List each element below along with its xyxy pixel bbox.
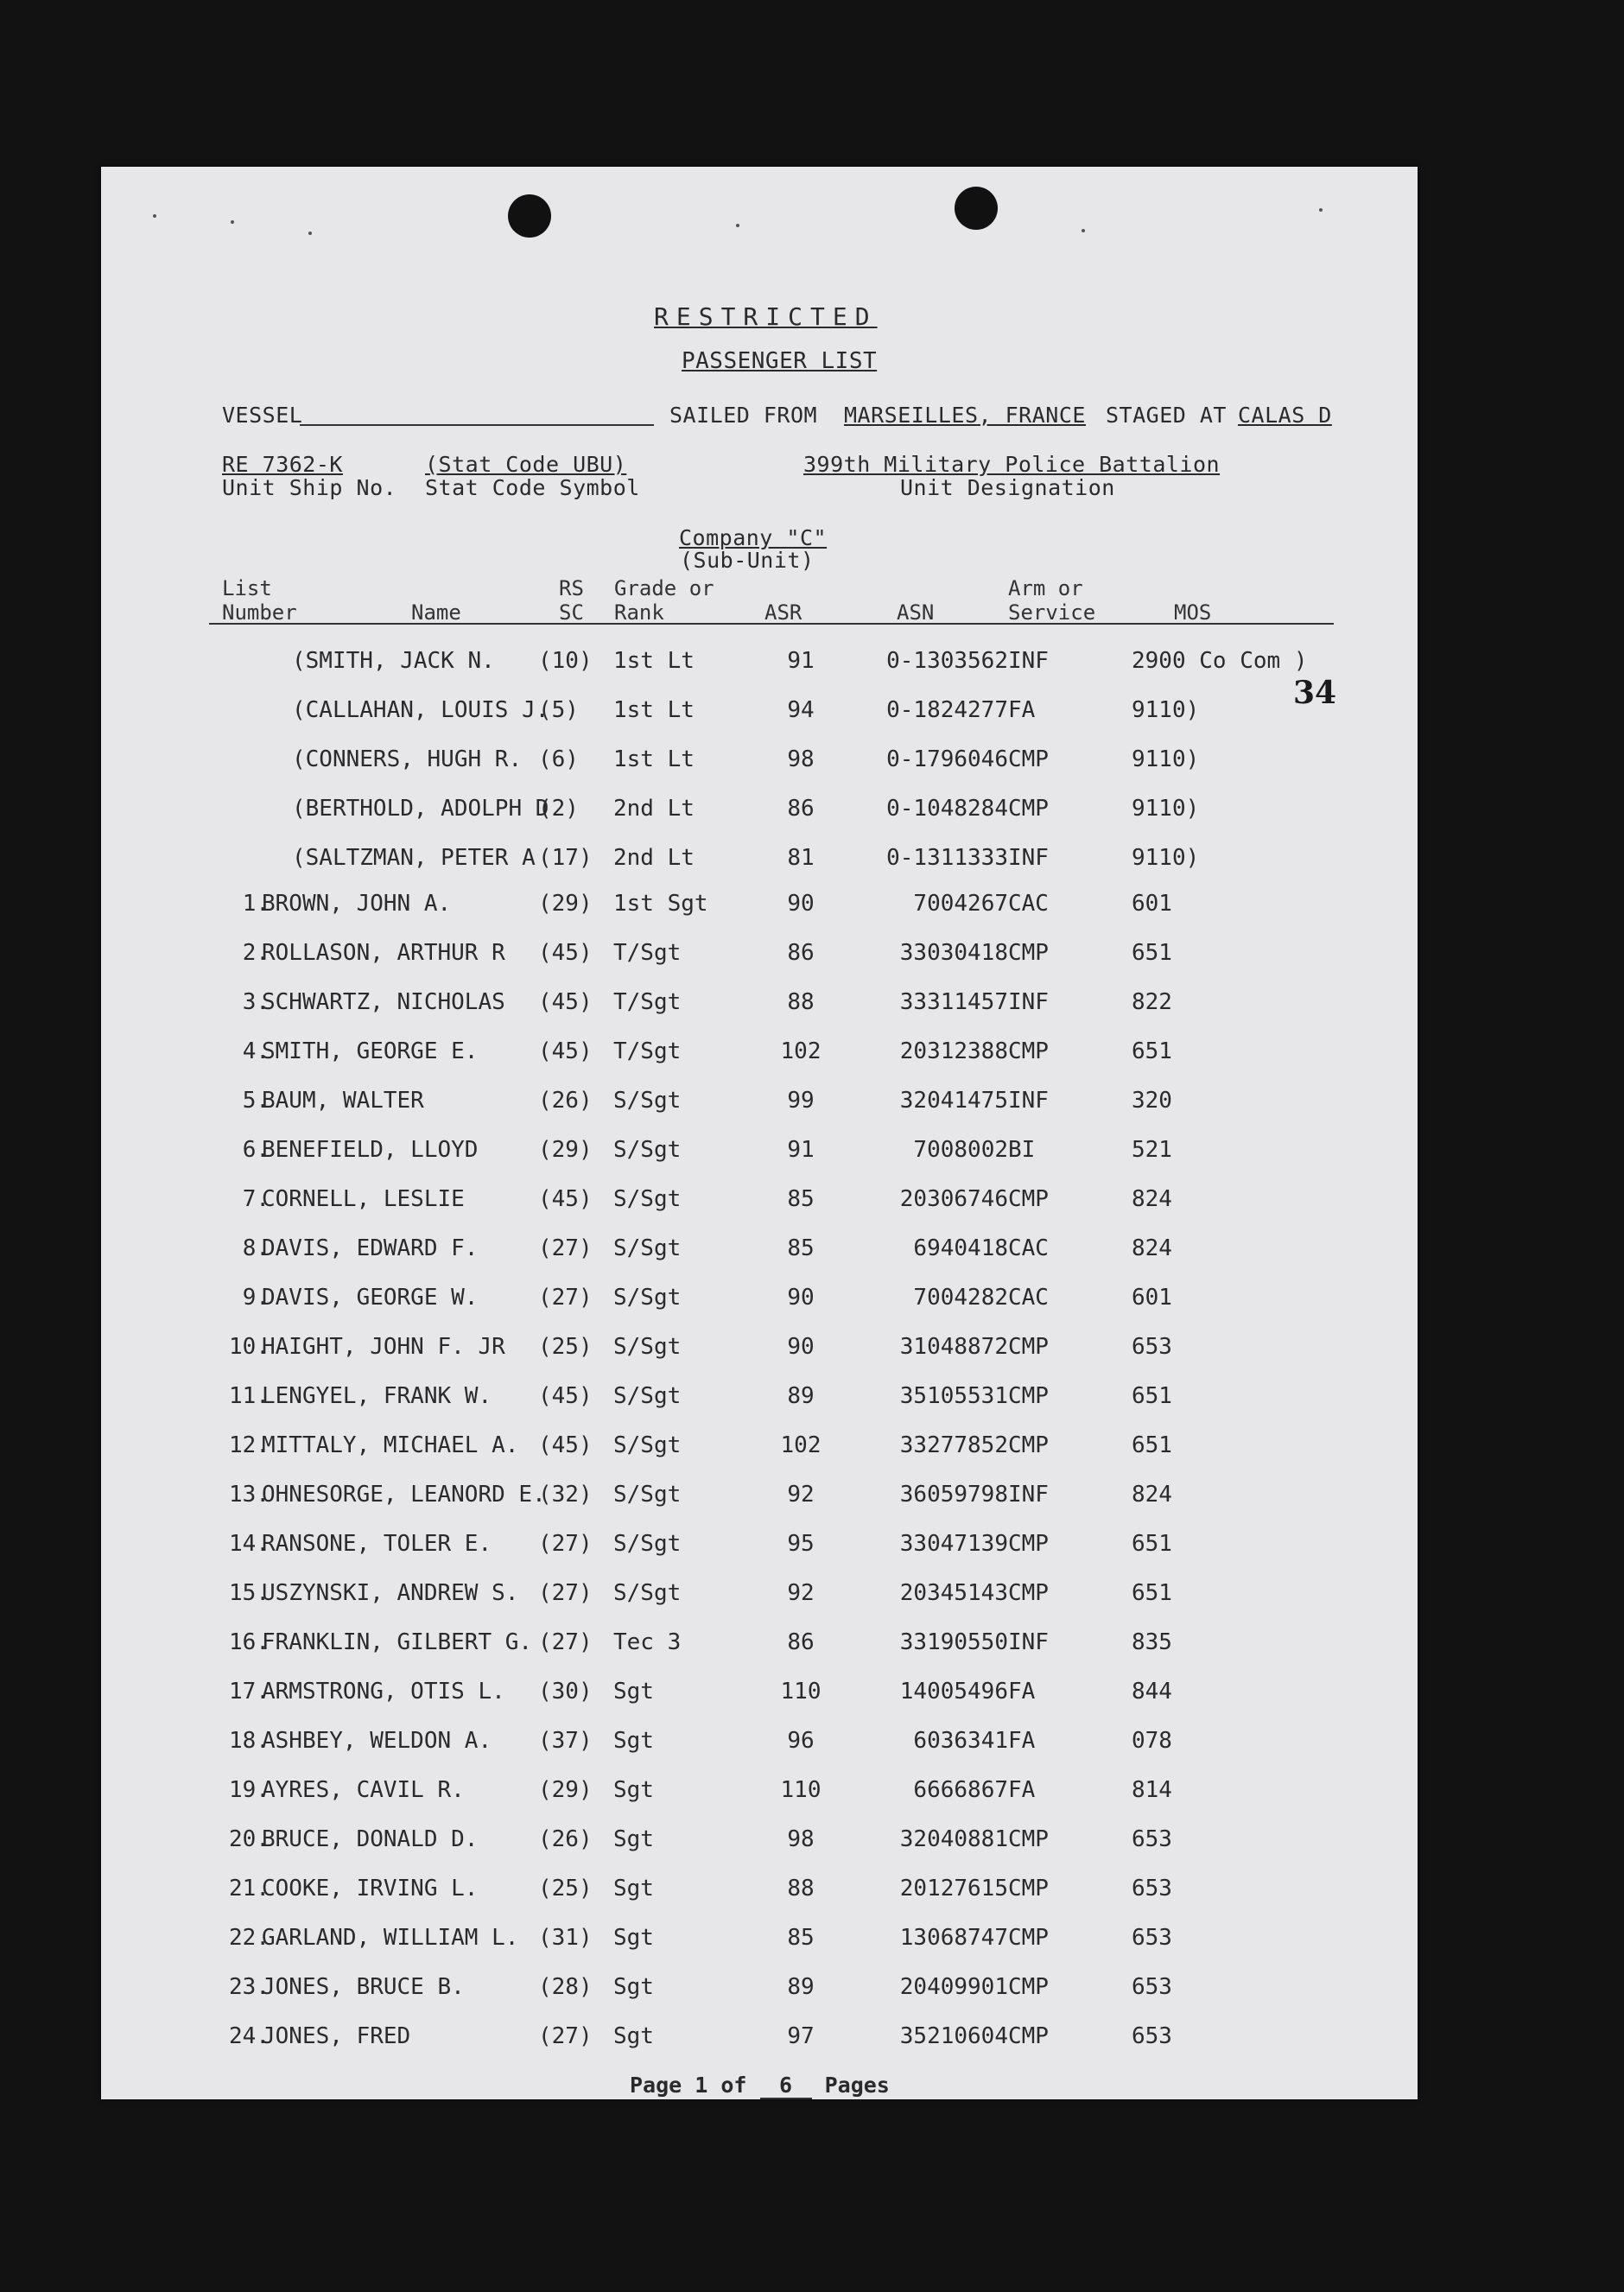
arm-service: INF	[1008, 1629, 1049, 1655]
col-asr: ASR	[764, 600, 802, 625]
staged-at-value: CALAS D	[1238, 403, 1332, 428]
header-rule	[209, 623, 1334, 625]
soldier-name: BAUM, WALTER	[262, 1088, 424, 1114]
arm-service: CMP	[1008, 1826, 1049, 1852]
rs-sc: (28)	[538, 1974, 593, 2000]
table-row	[101, 1038, 1418, 1073]
table-row	[101, 1925, 1418, 1959]
arm-service: CMP	[1008, 1580, 1049, 1606]
col-mos: MOS	[1174, 600, 1212, 625]
soldier-name: BRUCE, DONALD D.	[262, 1826, 479, 1852]
table-row	[101, 1186, 1418, 1221]
table-row	[101, 891, 1418, 925]
page-title: PASSENGER LIST	[682, 348, 878, 374]
asr: 90	[787, 1334, 815, 1360]
list-number: 4.	[242, 1038, 270, 1064]
officer-name: (SALTZMAN, PETER A	[292, 845, 536, 871]
mos: 601	[1132, 891, 1172, 917]
col-grade: Grade or Rank	[614, 576, 714, 625]
asn: 33047139	[899, 1531, 1008, 1557]
list-number: 9.	[242, 1285, 270, 1311]
grade: Sgt	[613, 1826, 654, 1852]
soldier-name: MITTALY, MICHAEL A.	[262, 1432, 519, 1458]
soldier-name: DAVIS, GEORGE W.	[262, 1285, 479, 1311]
arm-service: CMP	[1008, 1876, 1049, 1902]
rs-sc: (27)	[538, 2023, 593, 2049]
asn: 20306746	[899, 1186, 1008, 1212]
mos: 824	[1132, 1482, 1172, 1508]
asn: 14005496	[899, 1679, 1008, 1705]
list-number: 22.	[229, 1925, 270, 1951]
asr: 85	[787, 1186, 815, 1212]
table-row	[101, 2023, 1418, 2058]
list-number: 13.	[229, 1482, 270, 1508]
mos: 653	[1132, 1876, 1172, 1902]
unit-ship-no-label: Unit Ship No.	[222, 475, 397, 500]
asr: 88	[787, 989, 815, 1015]
list-number: 18.	[229, 1728, 270, 1754]
asn: 35105531	[899, 1383, 1008, 1409]
asr: 102	[780, 1432, 822, 1458]
arm-service: CMP	[1008, 1531, 1049, 1557]
table-row	[101, 1629, 1418, 1664]
rs-sc: (45)	[538, 1432, 593, 1458]
mos: 651	[1132, 940, 1172, 966]
officer-row	[101, 648, 1418, 683]
col-rs-sc: RS SC	[559, 576, 584, 625]
asn: 6940418	[913, 1235, 1008, 1261]
stat-code-value: (Stat Code UBU)	[425, 452, 627, 477]
arm-service: CMP	[1008, 1925, 1049, 1951]
grade: S/Sgt	[613, 1383, 682, 1409]
rs-sc: (25)	[538, 1334, 593, 1360]
arm-service: CMP	[1008, 1974, 1049, 2000]
arm-service: CMP	[1008, 2023, 1049, 2049]
soldier-name: GARLAND, WILLIAM L.	[262, 1925, 519, 1951]
arm-service: INF	[1008, 1482, 1049, 1508]
soldier-name: ARMSTRONG, OTIS L.	[262, 1679, 505, 1705]
mos: 822	[1132, 989, 1172, 1015]
asn: 20127615	[899, 1876, 1008, 1902]
asn: 0-1048284	[886, 796, 1008, 822]
mos: 653	[1132, 2023, 1172, 2049]
list-number: 11.	[229, 1383, 270, 1409]
officer-name: (CALLAHAN, LOUIS J.	[292, 697, 549, 723]
rs-sc: (45)	[538, 1383, 593, 1409]
table-row	[101, 1137, 1418, 1171]
speck	[308, 232, 312, 235]
grade: Sgt	[613, 2023, 654, 2049]
table-row	[101, 1088, 1418, 1122]
grade: S/Sgt	[613, 1580, 682, 1606]
soldier-name: FRANKLIN, GILBERT G.	[262, 1629, 533, 1655]
list-number: 24.	[229, 2023, 270, 2049]
grade: S/Sgt	[613, 1285, 682, 1311]
arm-service: INF	[1008, 989, 1049, 1015]
list-number: 3.	[242, 989, 270, 1015]
soldier-name: BENEFIELD, LLOYD	[262, 1137, 479, 1163]
unit-ship-no-value: RE 7362-K	[222, 452, 343, 477]
sub-unit-value: Company "C"	[679, 525, 828, 550]
mos: 078	[1132, 1728, 1172, 1754]
rs-sc: (27)	[538, 1235, 593, 1261]
sub-unit-label: (Sub-Unit)	[680, 548, 815, 573]
mos: 651	[1132, 1432, 1172, 1458]
soldier-name: USZYNSKI, ANDREW S.	[262, 1580, 519, 1606]
sailed-from-label: SAILED FROM	[669, 403, 818, 428]
soldier-name: SCHWARTZ, NICHOLAS	[262, 989, 505, 1015]
rs-sc: (10)	[538, 648, 593, 674]
soldier-name: JONES, FRED	[262, 2023, 411, 2049]
list-number: 1.	[242, 891, 270, 917]
list-number: 12.	[229, 1432, 270, 1458]
list-number: 19.	[229, 1777, 270, 1803]
rs-sc: (37)	[538, 1728, 593, 1754]
rs-sc: (2)	[538, 796, 579, 822]
asn: 32040881	[899, 1826, 1008, 1852]
asr: 91	[787, 1137, 815, 1163]
grade: Sgt	[613, 1925, 654, 1951]
grade: S/Sgt	[613, 1432, 682, 1458]
rs-sc: (27)	[538, 1531, 593, 1557]
mos: 521	[1132, 1137, 1172, 1163]
asn: 33311457	[899, 989, 1008, 1015]
soldier-name: BROWN, JOHN A.	[262, 891, 452, 917]
asr: 102	[780, 1038, 822, 1064]
speck	[1319, 208, 1323, 212]
soldier-name: CORNELL, LESLIE	[262, 1186, 465, 1212]
asr: 110	[780, 1777, 822, 1803]
mos: 2900 Co Com )	[1132, 648, 1308, 674]
table-row	[101, 1285, 1418, 1319]
officer-row	[101, 697, 1418, 732]
speck	[1082, 229, 1085, 232]
col-asn: ASN	[897, 600, 935, 625]
rs-sc: (29)	[538, 1777, 593, 1803]
grade: Sgt	[613, 1777, 654, 1803]
grade: 1st Lt	[613, 697, 695, 723]
mos: 9110)	[1132, 845, 1200, 871]
list-number: 14.	[229, 1531, 270, 1557]
officer-row	[101, 746, 1418, 781]
rs-sc: (29)	[538, 891, 593, 917]
table-row	[101, 940, 1418, 975]
table-row	[101, 989, 1418, 1024]
grade: Sgt	[613, 1679, 654, 1705]
arm-service: CAC	[1008, 1235, 1049, 1261]
soldier-name: ASHBEY, WELDON A.	[262, 1728, 492, 1754]
grade: Sgt	[613, 1728, 654, 1754]
asn: 31048872	[899, 1334, 1008, 1360]
asr: 99	[787, 1088, 815, 1114]
asr: 91	[787, 648, 815, 674]
rs-sc: (45)	[538, 1186, 593, 1212]
officer-name: (CONNERS, HUGH R.	[292, 746, 523, 772]
asr: 94	[787, 697, 815, 723]
staged-at-label: STAGED AT	[1106, 403, 1227, 428]
list-number: 17.	[229, 1679, 270, 1705]
asr: 85	[787, 1235, 815, 1261]
mos: 651	[1132, 1383, 1172, 1409]
table-row	[101, 1383, 1418, 1418]
asn: 0-1796046	[886, 746, 1008, 772]
officer-name: (SMITH, JACK N.	[292, 648, 495, 674]
rs-sc: (31)	[538, 1925, 593, 1951]
table-row	[101, 1728, 1418, 1762]
arm-service: CMP	[1008, 1383, 1049, 1409]
unit-designation-value: 399th Military Police Battalion	[803, 452, 1221, 477]
asn: 0-1824277	[886, 697, 1008, 723]
soldier-name: HAIGHT, JOHN F. JR	[262, 1334, 505, 1360]
asr: 98	[787, 1826, 815, 1852]
col-name: Name	[411, 600, 461, 625]
soldier-name: JONES, BRUCE B.	[262, 1974, 465, 2000]
asr: 86	[787, 940, 815, 966]
soldier-name: RANSONE, TOLER E.	[262, 1531, 492, 1557]
table-row	[101, 1826, 1418, 1861]
asn: 0-1311333	[886, 845, 1008, 871]
asn: 20345143	[899, 1580, 1008, 1606]
asn: 20312388	[899, 1038, 1008, 1064]
asn: 33190550	[899, 1629, 1008, 1655]
officer-name: (BERTHOLD, ADOLPH D	[292, 796, 549, 822]
asr: 88	[787, 1876, 815, 1902]
grade: S/Sgt	[613, 1137, 682, 1163]
list-number: 21.	[229, 1876, 270, 1902]
list-number: 5.	[242, 1088, 270, 1114]
soldier-name: LENGYEL, FRANK W.	[262, 1383, 492, 1409]
rs-sc: (27)	[538, 1285, 593, 1311]
list-number: 23.	[229, 1974, 270, 2000]
mos: 601	[1132, 1285, 1172, 1311]
list-number: 2.	[242, 940, 270, 966]
col-list-number: List Number	[222, 576, 297, 625]
soldier-name: ROLLASON, ARTHUR R	[262, 940, 505, 966]
grade: T/Sgt	[613, 989, 682, 1015]
vessel-blank	[300, 424, 654, 426]
page-total: 6	[760, 2073, 812, 2099]
rs-sc: (25)	[538, 1876, 593, 1902]
vessel-label: VESSEL	[222, 403, 303, 428]
list-number: 8.	[242, 1235, 270, 1261]
document-page	[101, 167, 1418, 2099]
asn: 7004267	[913, 891, 1008, 917]
mos: 814	[1132, 1777, 1172, 1803]
asn: 33030418	[899, 940, 1008, 966]
rs-sc: (26)	[538, 1088, 593, 1114]
arm-service: CAC	[1008, 1285, 1049, 1311]
soldier-name: SMITH, GEORGE E.	[262, 1038, 479, 1064]
soldier-name: OHNESORGE, LEANORD E.	[262, 1482, 546, 1508]
mos: 9110)	[1132, 746, 1200, 772]
arm-service: CMP	[1008, 1334, 1049, 1360]
mos: 651	[1132, 1038, 1172, 1064]
asr: 90	[787, 1285, 815, 1311]
rs-sc: (30)	[538, 1679, 593, 1705]
rs-sc: (32)	[538, 1482, 593, 1508]
unit-designation-label: Unit Designation	[900, 475, 1115, 500]
asn: 13068747	[899, 1925, 1008, 1951]
rs-sc: (5)	[538, 697, 579, 723]
rs-sc: (6)	[538, 746, 579, 772]
grade: T/Sgt	[613, 940, 682, 966]
officer-row	[101, 796, 1418, 830]
grade: T/Sgt	[613, 1038, 682, 1064]
table-row	[101, 1580, 1418, 1615]
arm-service: CMP	[1008, 1186, 1049, 1212]
asr: 98	[787, 746, 815, 772]
speck	[736, 224, 739, 227]
asn: 6666867	[913, 1777, 1008, 1803]
grade: S/Sgt	[613, 1235, 682, 1261]
rs-sc: (29)	[538, 1137, 593, 1163]
rs-sc: (45)	[538, 1038, 593, 1064]
rs-sc: (45)	[538, 989, 593, 1015]
arm-service: INF	[1008, 648, 1049, 674]
arm-service: FA	[1008, 1777, 1036, 1803]
sailed-from-value: MARSEILLES, FRANCE	[844, 403, 1086, 428]
soldier-name: COOKE, IRVING L.	[262, 1876, 479, 1902]
classification-heading: RESTRICTED	[654, 302, 878, 331]
stat-code-label: Stat Code Symbol	[425, 475, 640, 500]
mos: 653	[1132, 1925, 1172, 1951]
asr: 110	[780, 1679, 822, 1705]
asn: 32041475	[899, 1088, 1008, 1114]
arm-service: FA	[1008, 697, 1036, 723]
mos: 653	[1132, 1826, 1172, 1852]
asn: 7004282	[913, 1285, 1008, 1311]
punch-hole	[508, 194, 551, 238]
officer-row	[101, 845, 1418, 879]
asr: 86	[787, 796, 815, 822]
speck	[153, 214, 156, 218]
list-number: 20.	[229, 1826, 270, 1852]
col-arm-service: Arm or Service	[1008, 576, 1096, 625]
grade: 1st Sgt	[613, 891, 708, 917]
asn: 0-1303562	[886, 648, 1008, 674]
arm-service: CMP	[1008, 796, 1049, 822]
table-row	[101, 1531, 1418, 1565]
asr: 85	[787, 1925, 815, 1951]
list-number: 10.	[229, 1334, 270, 1360]
mos: 651	[1132, 1531, 1172, 1557]
grade: 2nd Lt	[613, 845, 695, 871]
asn: 20409901	[899, 1974, 1008, 2000]
table-row	[101, 1876, 1418, 1910]
list-number: 6.	[242, 1137, 270, 1163]
grade: 2nd Lt	[613, 796, 695, 822]
list-number: 7.	[242, 1186, 270, 1212]
asn: 7008002	[913, 1137, 1008, 1163]
grade: S/Sgt	[613, 1088, 682, 1114]
grade: S/Sgt	[613, 1531, 682, 1557]
asr: 90	[787, 891, 815, 917]
asn: 35210604	[899, 2023, 1008, 2049]
arm-service: CMP	[1008, 1432, 1049, 1458]
asn: 6036341	[913, 1728, 1008, 1754]
mos: 824	[1132, 1235, 1172, 1261]
mos: 835	[1132, 1629, 1172, 1655]
list-number: 15.	[229, 1580, 270, 1606]
arm-service: CMP	[1008, 940, 1049, 966]
arm-service: CMP	[1008, 746, 1049, 772]
grade: Sgt	[613, 1974, 654, 2000]
asr: 81	[787, 845, 815, 871]
page-stamp: 34	[1293, 675, 1337, 711]
mos: 653	[1132, 1334, 1172, 1360]
mos: 651	[1132, 1580, 1172, 1606]
list-number: 16.	[229, 1629, 270, 1655]
speck	[231, 220, 234, 224]
mos: 320	[1132, 1088, 1172, 1114]
asn: 36059798	[899, 1482, 1008, 1508]
rs-sc: (45)	[538, 940, 593, 966]
grade: 1st Lt	[613, 648, 695, 674]
table-row	[101, 1777, 1418, 1812]
asr: 92	[787, 1482, 815, 1508]
arm-service: CAC	[1008, 891, 1049, 917]
grade: 1st Lt	[613, 746, 695, 772]
table-row	[101, 1974, 1418, 2009]
rs-sc: (27)	[538, 1580, 593, 1606]
arm-service: INF	[1008, 1088, 1049, 1114]
asr: 89	[787, 1383, 815, 1409]
grade: S/Sgt	[613, 1334, 682, 1360]
asn: 33277852	[899, 1432, 1008, 1458]
grade: S/Sgt	[613, 1482, 682, 1508]
arm-service: BI	[1008, 1137, 1036, 1163]
grade: Sgt	[613, 1876, 654, 1902]
table-row	[101, 1482, 1418, 1516]
table-row	[101, 1679, 1418, 1713]
asr: 92	[787, 1580, 815, 1606]
rs-sc: (17)	[538, 845, 593, 871]
rs-sc: (26)	[538, 1826, 593, 1852]
table-row	[101, 1334, 1418, 1368]
asr: 95	[787, 1531, 815, 1557]
asr: 96	[787, 1728, 815, 1754]
arm-service: INF	[1008, 845, 1049, 871]
grade: Tec 3	[613, 1629, 682, 1655]
mos: 9110)	[1132, 796, 1200, 822]
mos: 844	[1132, 1679, 1172, 1705]
arm-service: FA	[1008, 1728, 1036, 1754]
table-row	[101, 1432, 1418, 1467]
soldier-name: DAVIS, EDWARD F.	[262, 1235, 479, 1261]
mos: 653	[1132, 1974, 1172, 2000]
rs-sc: (27)	[538, 1629, 593, 1655]
arm-service: CMP	[1008, 1038, 1049, 1064]
soldier-name: AYRES, CAVIL R.	[262, 1777, 465, 1803]
arm-service: FA	[1008, 1679, 1036, 1705]
mos: 824	[1132, 1186, 1172, 1212]
asr: 89	[787, 1974, 815, 2000]
punch-hole	[955, 187, 998, 230]
table-row	[101, 1235, 1418, 1270]
asr: 86	[787, 1629, 815, 1655]
grade: S/Sgt	[613, 1186, 682, 1212]
mos: 9110)	[1132, 697, 1200, 723]
asr: 97	[787, 2023, 815, 2049]
page-footer: Page 1 of 6 Pages	[630, 2073, 890, 2098]
